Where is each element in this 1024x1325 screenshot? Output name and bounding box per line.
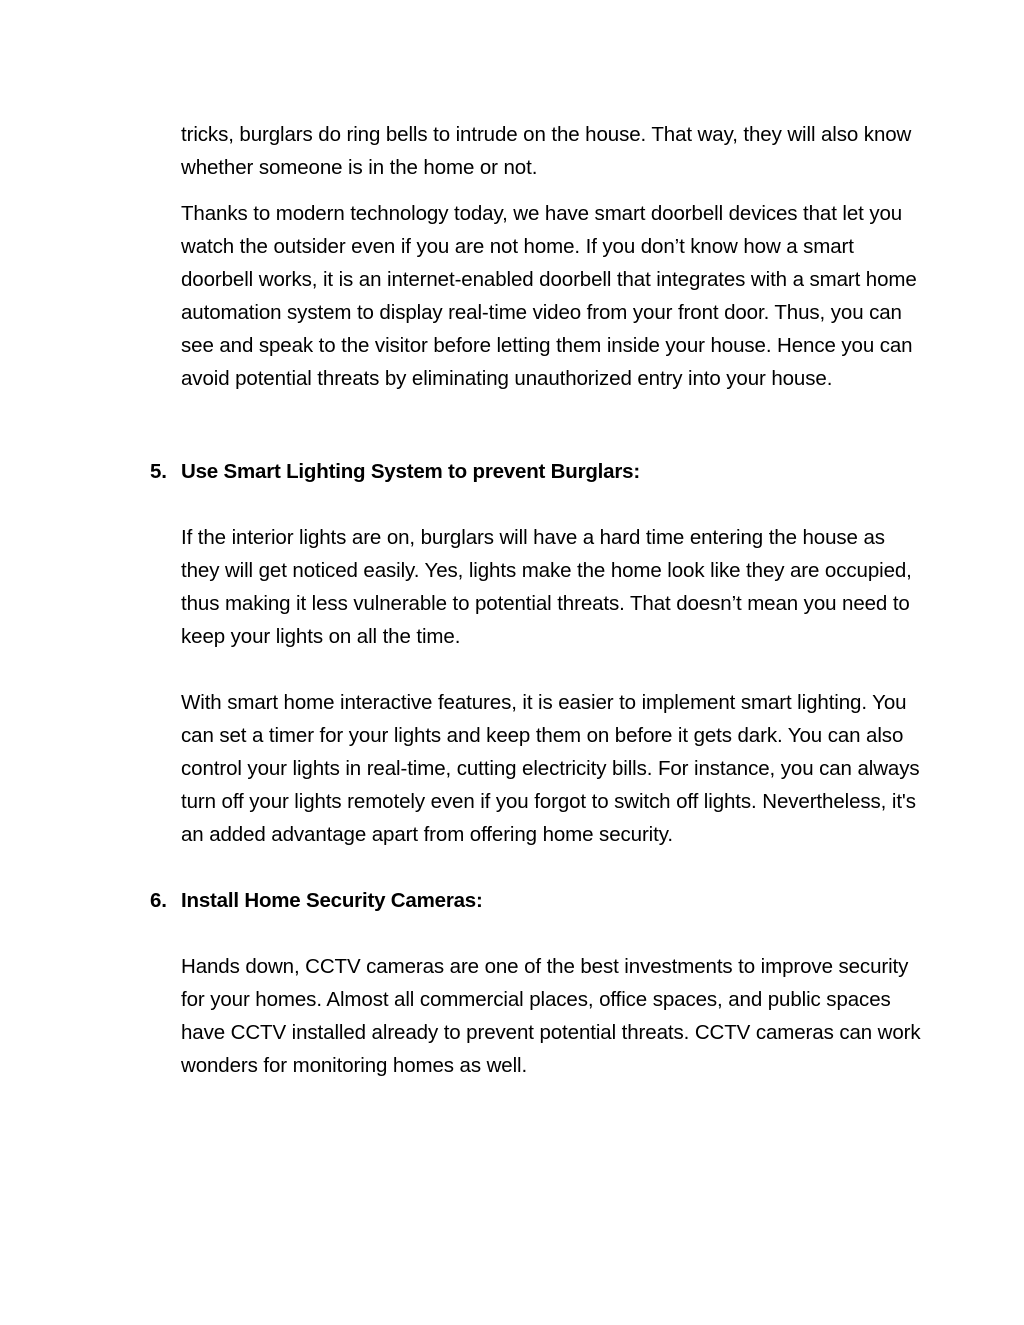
smart-lighting-paragraph-2: With smart home interactive features, it is easier to implement smart lighting. You can set a timer for your lights and keep them on before it gets dark. You can also control your lights in real-time, cutting electricity bills. For instance, you can always turn off your lights remotely even if you forgot to switch off lights. Nevertheless, it's an added advantage apart from offering home security. bbox=[181, 691, 920, 846]
section-number: 5. bbox=[150, 460, 167, 483]
section-title: Use Smart Lighting System to prevent Burglars: bbox=[181, 460, 640, 483]
intro-paragraph-1: tricks, burglars do ring bells to intrude on the house. That way, they will also know whether someone is in the home or not. bbox=[181, 123, 912, 179]
section-heading-security-cameras bbox=[150, 884, 921, 917]
smart-lighting-paragraph-1: If the interior lights are on, burglars will have a hard time entering the house as they will get noticed easily. Yes, lights make the home look like they are occupied, thus making it less vulnerable to potential threats. That doesn’t mean you need to keep your lights on all the time. bbox=[181, 526, 912, 648]
section-heading-smart-lighting bbox=[150, 455, 921, 488]
intro-paragraph-2: Thanks to modern technology today, we have smart doorbell devices that let you watch the outsider even if you are not home. If you don’t know how a smart doorbell works, it is an internet-enabled doorbell that integrates with a smart home automation system to display real-time video from your front door. Thus, you can see and speak to the visitor before letting them inside your house. Hence you can avoid potential threats by eliminating unauthorized entry into your house. bbox=[181, 202, 917, 390]
document-body bbox=[150, 118, 921, 1082]
section-title: Install Home Security Cameras: bbox=[181, 889, 483, 912]
security-cameras-paragraph-1: Hands down, CCTV cameras are one of the best investments to improve security for your homes. Almost all commercial places, office spaces, and public spaces have CCTV installed already to prevent potential threats. CCTV cameras can work wonders for monitoring homes as well. bbox=[181, 955, 921, 1077]
section-number: 6. bbox=[150, 889, 167, 912]
